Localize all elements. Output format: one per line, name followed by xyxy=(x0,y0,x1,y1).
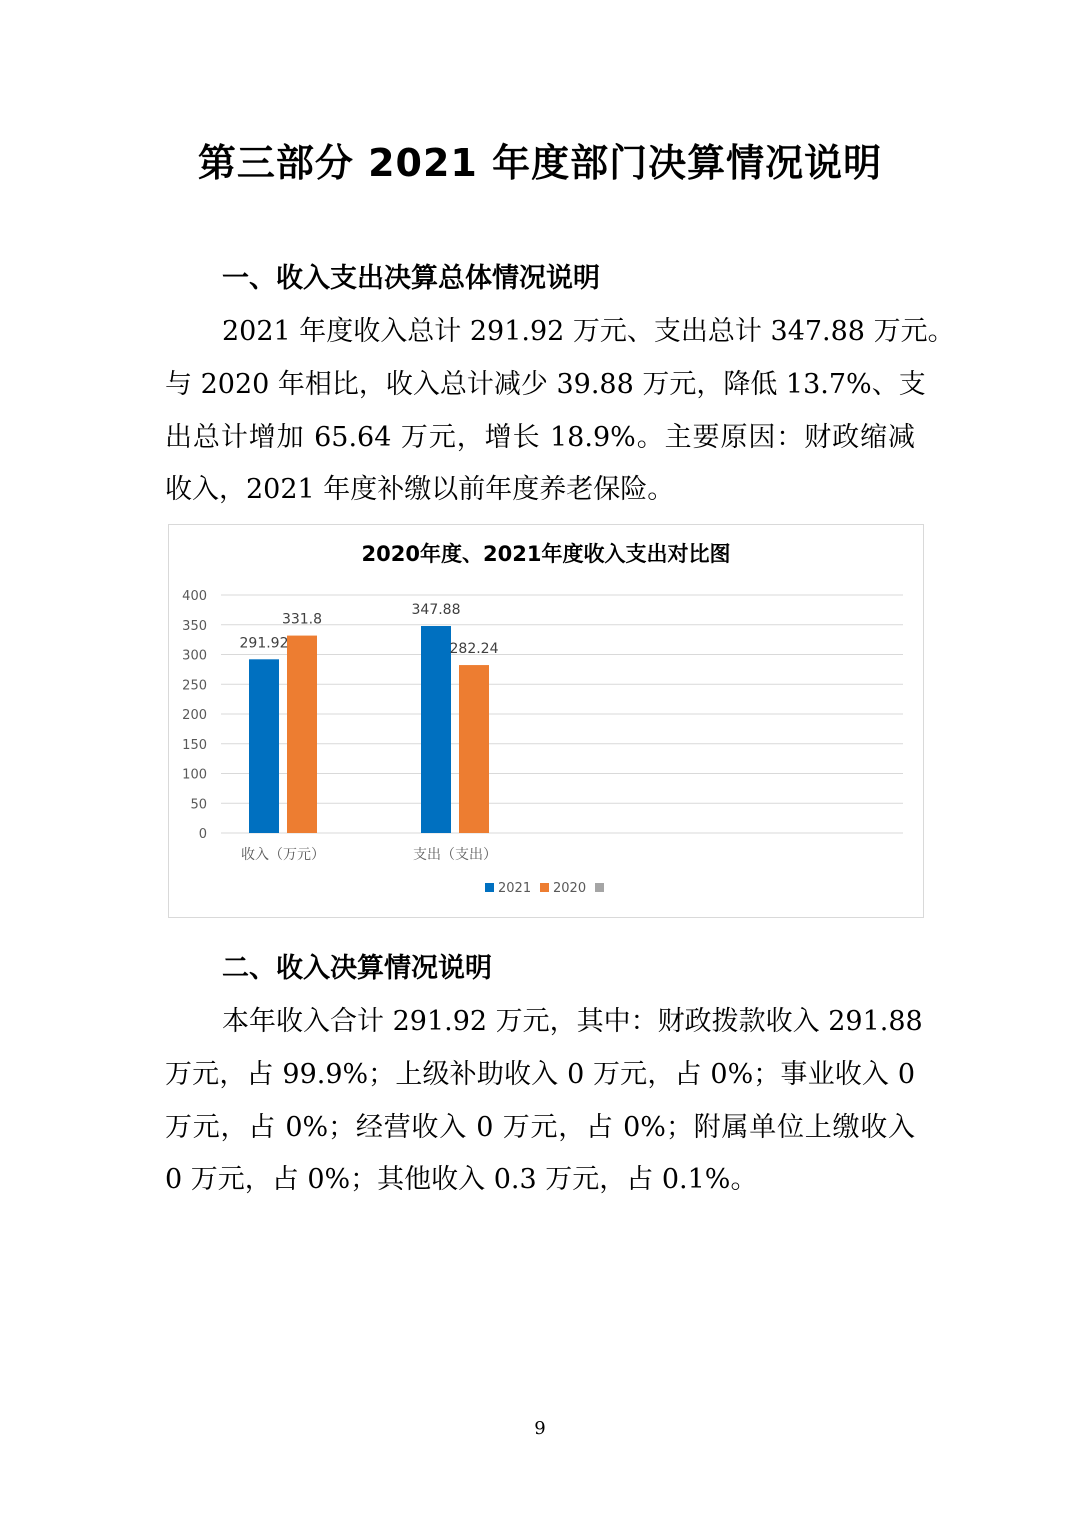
y-tick-label: 200 xyxy=(182,708,207,723)
category-label: 收入（万元） xyxy=(241,847,325,863)
section2-line: 万元，占 99.9%；上级补助收入 0 万元，占 0%；事业收入 0 xyxy=(165,1059,915,1090)
section1-line: 收入，2021 年度补缴以前年度养老保险。 xyxy=(165,474,675,505)
legend-label: 2020 xyxy=(553,881,587,896)
section2-line: 0 万元，占 0%；其他收入 0.3 万元，占 0.1%。 xyxy=(165,1164,758,1195)
legend-swatch xyxy=(540,883,549,892)
chart-svg xyxy=(169,525,923,917)
page-title: 第三部分 2021 年度部门决算情况说明 xyxy=(197,141,883,185)
y-tick-label: 100 xyxy=(182,767,207,783)
section2-heading: 二、收入决算情况说明 xyxy=(222,953,492,984)
bar-2021-1 xyxy=(421,626,451,833)
legend-swatch xyxy=(595,883,604,892)
section1-line: 2021 年度收入总计 291.92 万元、支出总计 347.88 万元。 xyxy=(222,316,955,347)
data-label: 282.24 xyxy=(449,641,499,658)
chart-title: 2020年度、2021年度收入支出对比图 xyxy=(361,542,731,566)
section2-line: 本年收入合计 291.92 万元，其中：财政拨款收入 291.88 xyxy=(222,1006,923,1037)
y-tick-label: 350 xyxy=(182,618,207,634)
legend-swatch xyxy=(485,883,494,892)
y-tick-label: 400 xyxy=(182,589,207,604)
data-label: 291.92 xyxy=(239,635,289,652)
y-tick-label: 150 xyxy=(182,737,207,753)
section1-line: 出总计增加 65.64 万元，增长 18.9%。主要原因：财政缩减 xyxy=(165,422,915,453)
data-label: 347.88 xyxy=(411,602,461,619)
data-label: 331.8 xyxy=(281,611,323,628)
bar-2020-1 xyxy=(459,665,489,833)
y-tick-label: 250 xyxy=(182,678,207,694)
section1-heading: 一、收入支出决算总体情况说明 xyxy=(222,263,600,294)
y-tick-label: 300 xyxy=(182,648,207,664)
section1-line: 与 2020 年相比，收入总计减少 39.88 万元，降低 13.7%、支 xyxy=(165,369,926,400)
y-tick-label: 50 xyxy=(190,797,207,813)
bar-2021-0 xyxy=(249,659,279,833)
legend-label: 2021 xyxy=(498,881,532,896)
income-expense-chart xyxy=(168,524,924,918)
category-label: 支出（支出） xyxy=(413,847,497,863)
y-tick-label: 0 xyxy=(198,827,207,842)
page-number: 9 xyxy=(534,1418,546,1439)
bar-2020-0 xyxy=(287,636,317,833)
section2-line: 万元，占 0%；经营收入 0 万元，占 0%；附属单位上缴收入 xyxy=(165,1112,915,1143)
